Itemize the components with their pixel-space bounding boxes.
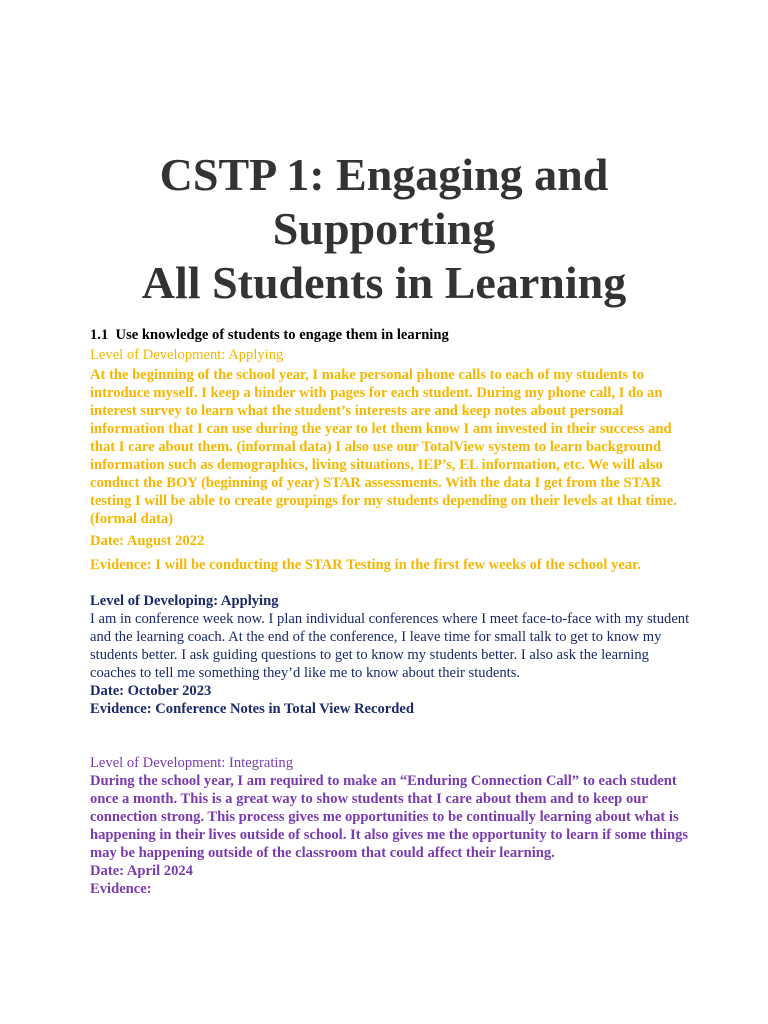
entry-applying-2023 <box>90 592 690 718</box>
entry-evidence: Evidence: <box>90 881 152 897</box>
entry-date: Date: April 2024 <box>90 863 193 879</box>
title-line-3: All Students in Learning <box>141 257 627 308</box>
document-content <box>90 326 690 898</box>
title-line-1: CSTP 1: Engaging and <box>159 149 609 200</box>
entry-integrating-2024 <box>90 754 690 898</box>
entry-level: Level of Development: Integrating <box>90 755 294 771</box>
entry-body: I am in conference week now. I plan individual conferences where I meet face-to-face with my student and the learning coach. At the end of the conference, I leave time for small talk to get to know my students better. I ask guiding questions to get to know my students better. I also ask the learning coaches to tell me something they’d like me to know about their students. <box>90 611 690 681</box>
entry-level: Level of Developing: Applying <box>90 593 279 609</box>
entry-date: Date: August 2022 <box>90 533 205 549</box>
entry-date: Date: October 2023 <box>90 683 212 699</box>
entry-evidence: Evidence: I will be conducting the STAR Testing in the first few weeks of the school year. <box>90 557 641 573</box>
entry-level: Level of Development: Applying <box>90 347 284 363</box>
title-line-2: Supporting <box>272 203 496 254</box>
standard-heading <box>90 326 690 344</box>
standard-text: Use knowledge of students to engage them in learning <box>115 327 449 343</box>
standard-number: 1.1 <box>90 327 109 343</box>
entry-body: During the school year, I am required to make an “Enduring Connection Call” to each student once a month. This is a great way to show students that I care about them and to keep our connection strong. This process gives me opportunities to be continually learning about what is happening in their lives outside of school. It also gives me the opportunity to learn if some things may be happening outside of the classroom that could affect their learning. <box>90 773 689 861</box>
entry-evidence: Evidence: Conference Notes in Total View Recorded <box>90 701 414 717</box>
entry-applying-2022 <box>90 346 690 574</box>
page-title <box>0 148 768 310</box>
entry-body: At the beginning of the school year, I make personal phone calls to each of my students to introduce myself. I keep a binder with pages for each student. During my phone call, I do an interest survey to learn what the student’s interests are and keep notes about personal information that I can use during the year to let them know I am invested in their success and that I care about them. (informal data) I also use our TotalView system to learn background information such as demographics, living situations, IEP’s, EL information, etc. We will also conduct the BOY (beginning of year) STAR assessments. With the data I get from the STAR testing I will be able to create groupings for my students depending on their levels at that time. (formal data) <box>90 367 677 527</box>
